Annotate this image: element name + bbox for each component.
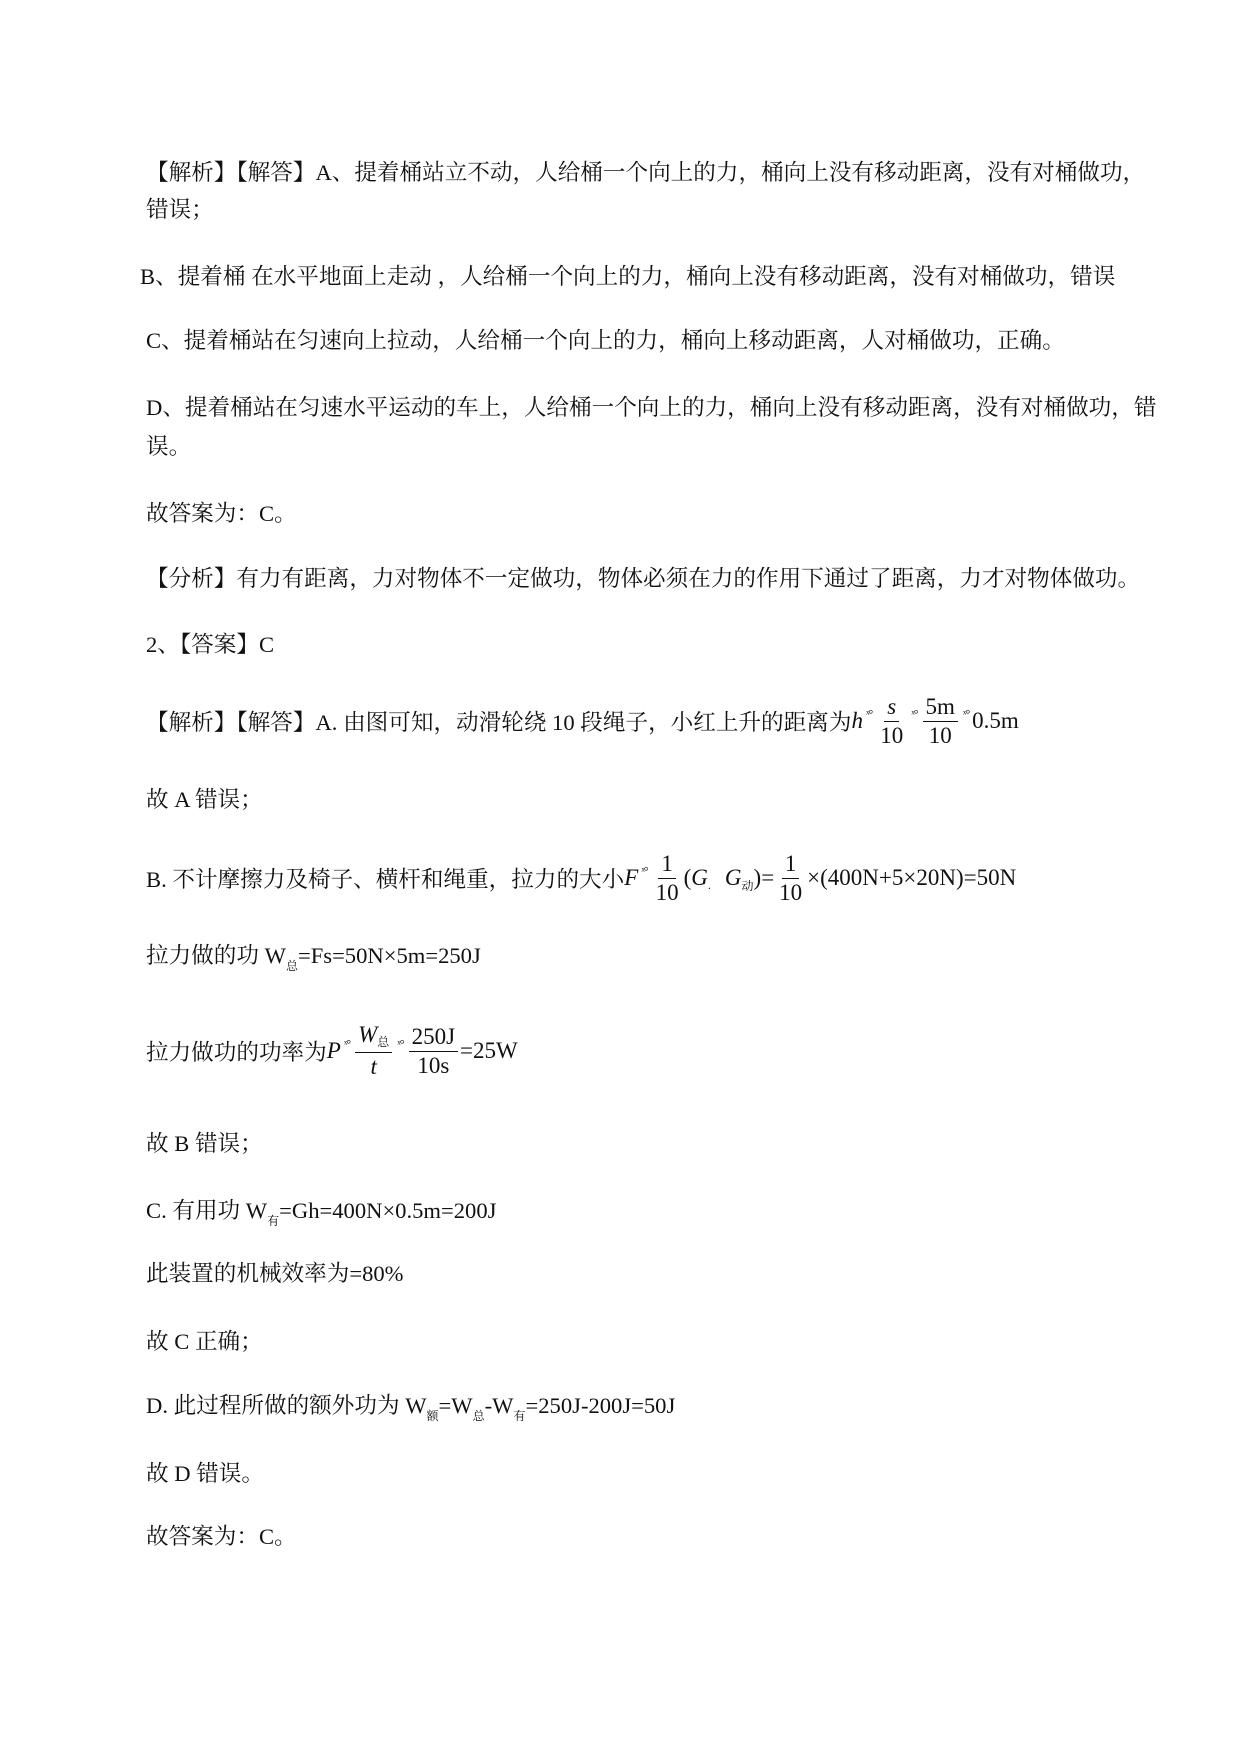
fraction-denominator: 10 <box>655 879 679 905</box>
formula-separator: ˣ° <box>343 1036 351 1051</box>
formula-separator: ˣ° <box>911 706 918 721</box>
formula-tail: ×(400N+5×20N)=50N <box>807 865 1017 890</box>
q2-part-c-conclusion: 故 C 正确； <box>146 1329 263 1354</box>
subscript-useful: 有 <box>513 1409 526 1422</box>
formula-var-f: F <box>624 865 639 890</box>
pull-force-formula <box>624 850 1016 907</box>
extra-work-mid1: =W <box>438 1393 473 1418</box>
subscript-useful: 有 <box>267 1214 280 1227</box>
q2-final-answer: 故答案为：C。 <box>146 1524 297 1549</box>
formula-separator: ˣ° <box>865 706 873 721</box>
q1-analysis-b: B、提着桶 在水平地面上走动 ，人给桶一个向上的力，桶向上没有移动距离，没有对桶做功，错误 <box>140 264 1116 289</box>
q1-analysis-a-line2: 错误； <box>146 197 214 222</box>
q2-answer: 2、【答案】C <box>146 632 275 657</box>
q2-part-a-conclusion: 故 A 错误； <box>146 787 263 812</box>
extra-work-mid2: -W <box>484 1393 514 1418</box>
total-work-text: 拉力做的功 W <box>146 943 286 968</box>
fraction-numerator: 5m <box>923 693 958 722</box>
q1-analysis-note: 【分析】有力有距离，力对物体不一定做功，物体必须在力的作用下通过了距离，力才对物体做功。 <box>146 566 1141 591</box>
formula-var-g: G <box>691 865 708 890</box>
formula-separator: ˣ° <box>397 1036 404 1051</box>
fraction-5m-over-10 <box>923 693 958 750</box>
formula-result: =25W <box>460 1038 518 1063</box>
subscript-total: 总 <box>285 959 298 972</box>
subscript-moving: 动 <box>741 878 754 893</box>
formula-var-p: P <box>326 1038 341 1063</box>
fraction-s-over-10 <box>877 693 906 750</box>
q2-efficiency: 此装置的机械效率为=80% <box>146 1261 404 1286</box>
formula-var-w: W <box>358 1022 378 1047</box>
formula-separator: ˣ° <box>962 706 970 721</box>
q1-analysis-d-line1: D、提着桶站在匀速水平运动的车上，人给桶一个向上的力，桶向上没有移动距离，没有对桶做功，错 <box>146 395 1156 420</box>
fraction-1-over-10 <box>653 850 682 907</box>
extra-work-value: =250J-200J=50J <box>525 1393 676 1418</box>
subscript-extra: 额 <box>426 1409 439 1422</box>
fraction-w-over-t <box>355 1021 392 1081</box>
formula-mark: . <box>707 877 711 892</box>
fraction-denominator: 10 <box>880 722 904 748</box>
fraction-numerator: 1 <box>782 850 800 879</box>
q1-conclusion: 故答案为：C。 <box>146 501 297 526</box>
q1-analysis-c: C、提着桶站在匀速向上拉动，人给桶一个向上的力，桶向上移动距离，人对桶做功，正确。 <box>146 328 1065 353</box>
formula-separator: ˣ° <box>641 863 648 878</box>
q2-total-work-line <box>146 940 481 972</box>
fraction-numerator: s <box>884 693 899 722</box>
q2-useful-work-line <box>146 1195 496 1227</box>
subscript-total: 总 <box>472 1409 485 1422</box>
formula-var-g-moving: G <box>724 865 742 890</box>
formula-result: 0.5m <box>972 708 1019 733</box>
fraction-250j-over-10s <box>409 1023 458 1080</box>
q2-part-a-line <box>146 686 1019 756</box>
q1-analysis-a-line1: 【解析】【解答】A、提着桶站立不动，人给桶一个向上的力，桶向上没有移动距离，没有对桶做功， <box>146 160 1146 185</box>
fraction-numerator: 250J <box>409 1023 458 1052</box>
fraction-denominator: 10s <box>417 1052 450 1078</box>
formula-var-h: h <box>851 708 863 733</box>
q2-part-b-text: B. 不计摩擦力及椅子、横杆和绳重，拉力的大小 <box>146 867 625 892</box>
q2-part-d-conclusion: 故 D 错误。 <box>146 1461 264 1486</box>
fraction-denominator: 10 <box>928 722 952 748</box>
power-formula <box>327 1021 518 1081</box>
fraction-numerator <box>355 1021 392 1053</box>
q1-analysis-d-line2: 误。 <box>146 434 192 459</box>
q2-part-a-text: 【解析】【解答】A. 由图可知，动滑轮绕 10 段绳子，小红上升的距离为 <box>146 710 852 735</box>
fraction-denominator: t <box>370 1054 377 1079</box>
close-paren-equals: )= <box>753 865 775 890</box>
subscript-total: 总 <box>377 1035 390 1049</box>
q2-extra-work-line <box>146 1390 675 1422</box>
total-work-value: =Fs=50N×5m=250J <box>297 943 481 968</box>
fraction-denominator: 10 <box>779 879 803 905</box>
q2-part-b-line <box>146 843 1016 913</box>
q2-part-b-conclusion: 故 B 错误； <box>146 1131 263 1156</box>
extra-work-text: D. 此过程所做的额外功为 W <box>146 1393 427 1418</box>
distance-formula <box>851 693 1018 750</box>
q2-power-line <box>146 1016 518 1086</box>
open-paren: ( <box>683 865 692 890</box>
fraction-numerator: 1 <box>658 850 676 879</box>
power-text: 拉力做功的功率为 <box>146 1040 327 1065</box>
useful-work-text: C. 有用功 W <box>146 1198 268 1223</box>
useful-work-value: =Gh=400N×0.5m=200J <box>279 1198 497 1223</box>
fraction-1-over-10 <box>776 850 805 907</box>
